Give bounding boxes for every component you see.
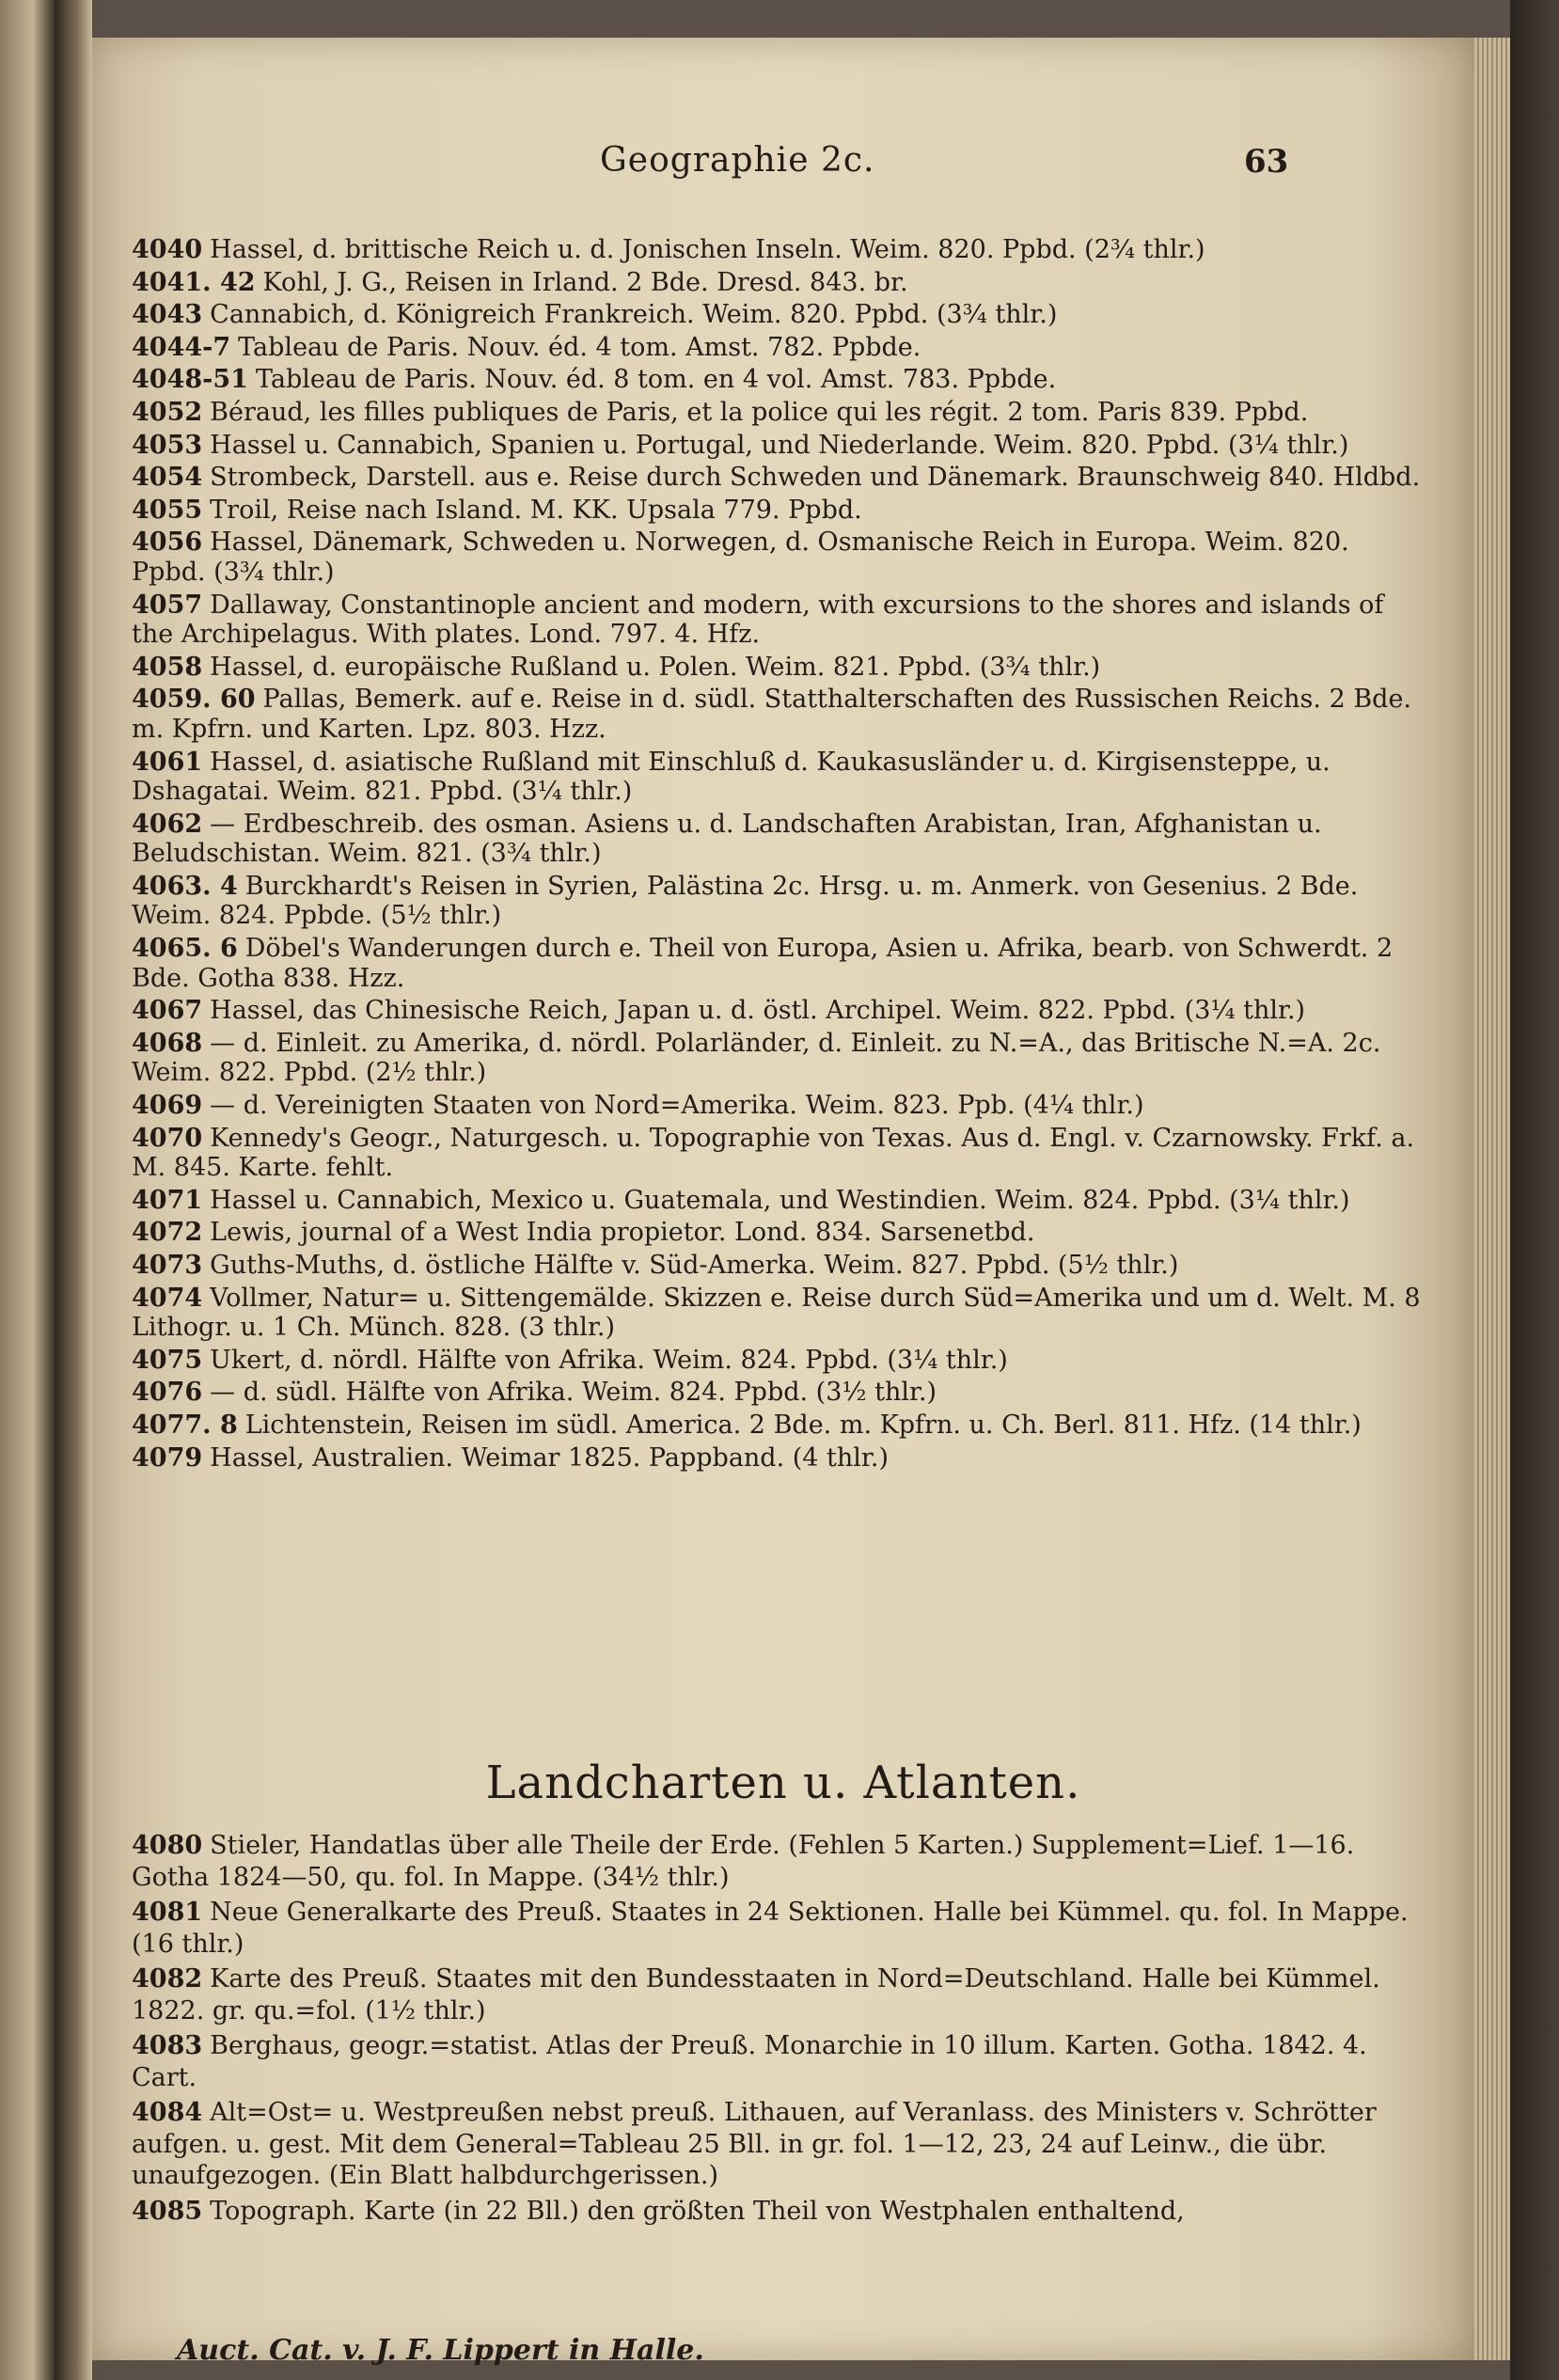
entry-text: Hassel, das Chinesische Reich, Japan u. d. östl. Archipel. Weim. 822. Ppbd. (3¼ thlr.) [210, 996, 1306, 1026]
catalog-entry [132, 1091, 1429, 1121]
catalog-entry [132, 2097, 1429, 2192]
entry-number: 4048-51 [132, 365, 248, 395]
entry-text: Kohl, J. G., Reisen in Irland. 2 Bde. Dresd. 843. br. [262, 267, 908, 297]
catalog-entry [132, 1218, 1429, 1248]
catalog-entry [132, 996, 1429, 1026]
entry-number: 4041. 42 [132, 267, 256, 297]
entry-text: — d. Vereinigten Staaten von Nord=Amerika. Weim. 823. Ppb. (4¼ thlr.) [210, 1091, 1144, 1121]
catalog-entry [132, 1411, 1429, 1441]
entry-text: Dallaway, Constantinople ancient and modern, with excursions to the shores and islands of the Archipelagus. With plates. Lond. 797. 4. Hfz. [132, 590, 1384, 650]
entry-number: 4076 [132, 1378, 203, 1408]
catalog-entry [132, 1830, 1429, 1893]
entry-number: 4069 [132, 1091, 203, 1121]
entry-text: Lichtenstein, Reisen im südl. America. 2 Bde. m. Kpfrn. u. Ch. Berl. 811. Hfz. (14 thlr.) [244, 1410, 1362, 1440]
entry-text: Alt=Ost= u. Westpreußen nebst preuß. Lithauen, auf Veranlass. des Ministers v. Schrötter aufgen. u. gest. Mit dem General=Tableau 25 Bll. in gr. fol. 1—12, 23, 24 auf Leinw., die übr. unaufgezogen. (Ein Blatt halbdurchgerissen.) [132, 2098, 1377, 2190]
entry-text: Strombeck, Darstell. aus e. Reise durch Schweden und Dänemark. Braunschweig 840. Hldbd. [210, 463, 1421, 493]
entry-text: — d. Einleit. zu Amerika, d. nördl. Polarländer, d. Einleit. zu N.=A., das Britische N.=A. 2c. Weim. 822. Ppbd. (2½ thlr.) [132, 1028, 1381, 1088]
page-number: 63 [1244, 143, 1289, 181]
entry-text: Hassel u. Cannabich, Mexico u. Guatemala, und Westindien. Weim. 824. Ppbd. (3¼ thlr.) [210, 1185, 1350, 1215]
entry-text: Topograph. Karte (in 22 Bll.) den größten Theil von Westphalen enthaltend, [210, 2196, 1185, 2226]
left-page-edge [0, 0, 55, 2380]
entry-text: Lewis, journal of a West India propietor. Lond. 834. Sarsenetbd. [210, 1218, 1035, 1248]
entry-text: Pallas, Bemerk. auf e. Reise in d. südl. Statthalterschaften des Russischen Reichs. 2 Bde. m. Kpfrn. und Karten. Lpz. 803. Hzz. [132, 685, 1412, 744]
entry-number: 4044-7 [132, 332, 231, 362]
page-stack-edge [1474, 38, 1510, 2360]
entry-number: 4077. 8 [132, 1410, 238, 1440]
catalog-entry [132, 1029, 1429, 1088]
entry-number: 4063. 4 [132, 871, 238, 901]
catalog-entry [132, 463, 1429, 493]
catalog-entries-maps [132, 1830, 1429, 2230]
catalog-entry [132, 365, 1429, 395]
entry-text: Cannabich, d. Königreich Frankreich. Weim. 820. Ppbd. (3¾ thlr.) [210, 300, 1058, 330]
entry-text: Hassel, d. brittische Reich u. d. Jonischen Inseln. Weim. 820. Ppbd. (2¾ thlr.) [210, 235, 1205, 264]
entry-number: 4056 [132, 528, 203, 558]
book-spine [1510, 0, 1559, 2380]
entry-number: 4043 [132, 300, 203, 330]
entry-number: 4055 [132, 495, 203, 525]
entry-text: — Erdbeschreib. des osman. Asiens u. d. Landschaften Arabistan, Iran, Afghanistan u. Beludschistan. Weim. 821. (3¾ thlr.) [132, 809, 1322, 869]
entry-text: Kennedy's Geogr., Naturgesch. u. Topographie von Texas. Aus d. Engl. v. Czarnowsky. Frkf. a. M. 845. Karte. fehlt. [132, 1123, 1415, 1183]
catalog-entry [132, 934, 1429, 993]
entry-number: 4085 [132, 2196, 203, 2226]
catalog-entries-geography [132, 235, 1429, 1475]
entry-text: Troil, Reise nach Island. M. KK. Upsala 779. Ppbd. [210, 495, 862, 525]
entry-number: 4059. 60 [132, 685, 256, 715]
entry-text: Guths-Muths, d. östliche Hälfte v. Süd-Amerka. Weim. 827. Ppbd. (5½ thlr.) [210, 1251, 1179, 1280]
running-head-title: Geographie 2c. [600, 141, 875, 180]
entry-text: Burckhardt's Reisen in Syrien, Palästina 2c. Hrsg. u. m. Anmerk. von Gesenius. 2 Bde. Weim. 824. Ppbde. (5½ thlr.) [132, 871, 1359, 931]
entry-text: Neue Generalkarte des Preuß. Staates in 24 Sektionen. Halle bei Kümmel. qu. fol. In Mappe. (16 thlr.) [132, 1898, 1409, 1959]
catalog-entry [132, 333, 1429, 363]
entry-text: Hassel, d. europäische Rußland u. Polen. Weim. 821. Ppbd. (3¾ thlr.) [210, 652, 1101, 682]
entry-number: 4071 [132, 1185, 203, 1215]
catalog-entry [132, 235, 1429, 265]
catalog-entry [132, 1284, 1429, 1343]
entry-text: Tableau de Paris. Nouv. éd. 8 tom. en 4 vol. Amst. 783. Ppbde. [255, 365, 1057, 395]
catalog-entry [132, 2030, 1429, 2093]
running-head [92, 96, 1474, 181]
entry-text: Karte des Preuß. Staates mit den Bundesstaaten in Nord=Deutschland. Halle bei Kümmel. 1822. gr. qu.=fol. (1½ thlr.) [132, 1964, 1380, 2025]
entry-text: Béraud, les filles publiques de Paris, et la police qui les régit. 2 tom. Paris 839. Ppbd. [210, 397, 1309, 427]
book-gutter [55, 0, 92, 2380]
entry-text: Hassel, d. asiatische Rußland mit Einschluß d. Kaukasusländer u. d. Kirgisensteppe, u. Dshagatai. Weim. 821. Ppbd. (3¼ thlr.) [132, 747, 1331, 807]
entry-text: Stieler, Handatlas über alle Theile der Erde. (Fehlen 5 Karten.) Supplement=Lief. 1—16. Gotha 1824—50, qu. fol. In Mappe. (34½ thlr.) [132, 1831, 1355, 1892]
catalog-entry [132, 1124, 1429, 1183]
entry-text: Hassel, Dänemark, Schweden u. Norwegen, d. Osmanische Reich in Europa. Weim. 820. Ppbd. (3¾ thlr.) [132, 528, 1349, 587]
entry-number: 4073 [132, 1251, 203, 1280]
entry-number: 4058 [132, 652, 203, 682]
catalog-entry [132, 810, 1429, 869]
entry-number: 4062 [132, 809, 203, 839]
entry-number: 4081 [132, 1898, 203, 1927]
entry-number: 4040 [132, 235, 203, 264]
entry-number: 4057 [132, 590, 203, 620]
entry-number: 4052 [132, 397, 203, 427]
entry-text: Döbel's Wanderungen durch e. Theil von Europa, Asien u. Afrika, bearb. von Schwerdt. 2 Bde. Gotha 838. Hzz. [132, 934, 1394, 993]
entry-number: 4065. 6 [132, 934, 238, 964]
entry-text: Berghaus, geogr.=statist. Atlas der Preuß. Monarchie in 10 illum. Karten. Gotha. 1842. 4. Cart. [132, 2031, 1367, 2092]
entry-number: 4061 [132, 747, 203, 777]
entry-number: 4070 [132, 1123, 203, 1153]
catalog-entry [132, 496, 1429, 526]
catalog-entry [132, 1963, 1429, 2026]
catalog-entry [132, 1897, 1429, 1960]
book-page [92, 38, 1474, 2367]
entry-number: 4082 [132, 1964, 203, 1994]
entry-number: 4068 [132, 1028, 203, 1058]
catalog-entry [132, 1186, 1429, 1216]
catalog-entry [132, 300, 1429, 330]
entry-number: 4053 [132, 430, 203, 460]
catalog-entry [132, 872, 1429, 931]
catalog-entry [132, 591, 1429, 650]
entry-number: 4075 [132, 1345, 203, 1375]
entry-number: 4080 [132, 1831, 203, 1860]
entry-number: 4083 [132, 2031, 203, 2060]
entry-number: 4074 [132, 1283, 203, 1313]
entry-text: Hassel u. Cannabich, Spanien u. Portugal, und Niederlande. Weim. 820. Ppbd. (3¼ thlr.) [210, 430, 1349, 460]
catalog-entry [132, 653, 1429, 683]
entry-number: 4084 [132, 2098, 203, 2127]
entry-text: Tableau de Paris. Nouv. éd. 4 tom. Amst. 782. Ppbde. [238, 332, 921, 362]
page-footer: Auct. Cat. v. J. F. Lippert in Halle. [177, 2334, 704, 2367]
catalog-entry [132, 1251, 1429, 1281]
catalog-entry [132, 1378, 1429, 1408]
entry-text: Vollmer, Natur= u. Sittengemälde. Skizzen e. Reise durch Süd=Amerika und um d. Welt. M. 8 Lithogr. u. 1 Ch. Münch. 828. (3 thlr.) [132, 1283, 1421, 1343]
catalog-entry [132, 1346, 1429, 1376]
catalog-entry [132, 528, 1429, 587]
catalog-entry [132, 431, 1429, 461]
catalog-entry [132, 398, 1429, 428]
entry-number: 4072 [132, 1218, 203, 1248]
catalog-entry [132, 2196, 1429, 2228]
section-title: Landcharten u. Atlanten. [485, 1757, 1081, 1809]
catalog-entry [132, 1443, 1429, 1474]
catalog-entry [132, 748, 1429, 807]
entry-number: 4079 [132, 1442, 203, 1473]
catalog-entry [132, 268, 1429, 298]
catalog-entry [132, 685, 1429, 744]
entry-text: — d. südl. Hälfte von Afrika. Weim. 824. Ppbd. (3½ thlr.) [210, 1378, 937, 1408]
entry-number: 4067 [132, 996, 203, 1026]
entry-number: 4054 [132, 463, 203, 493]
entry-text: Hassel, Australien. Weimar 1825. Pappband. (4 thlr.) [210, 1442, 889, 1473]
entry-text: Ukert, d. nördl. Hälfte von Afrika. Weim. 824. Ppbd. (3¼ thlr.) [210, 1345, 1008, 1375]
